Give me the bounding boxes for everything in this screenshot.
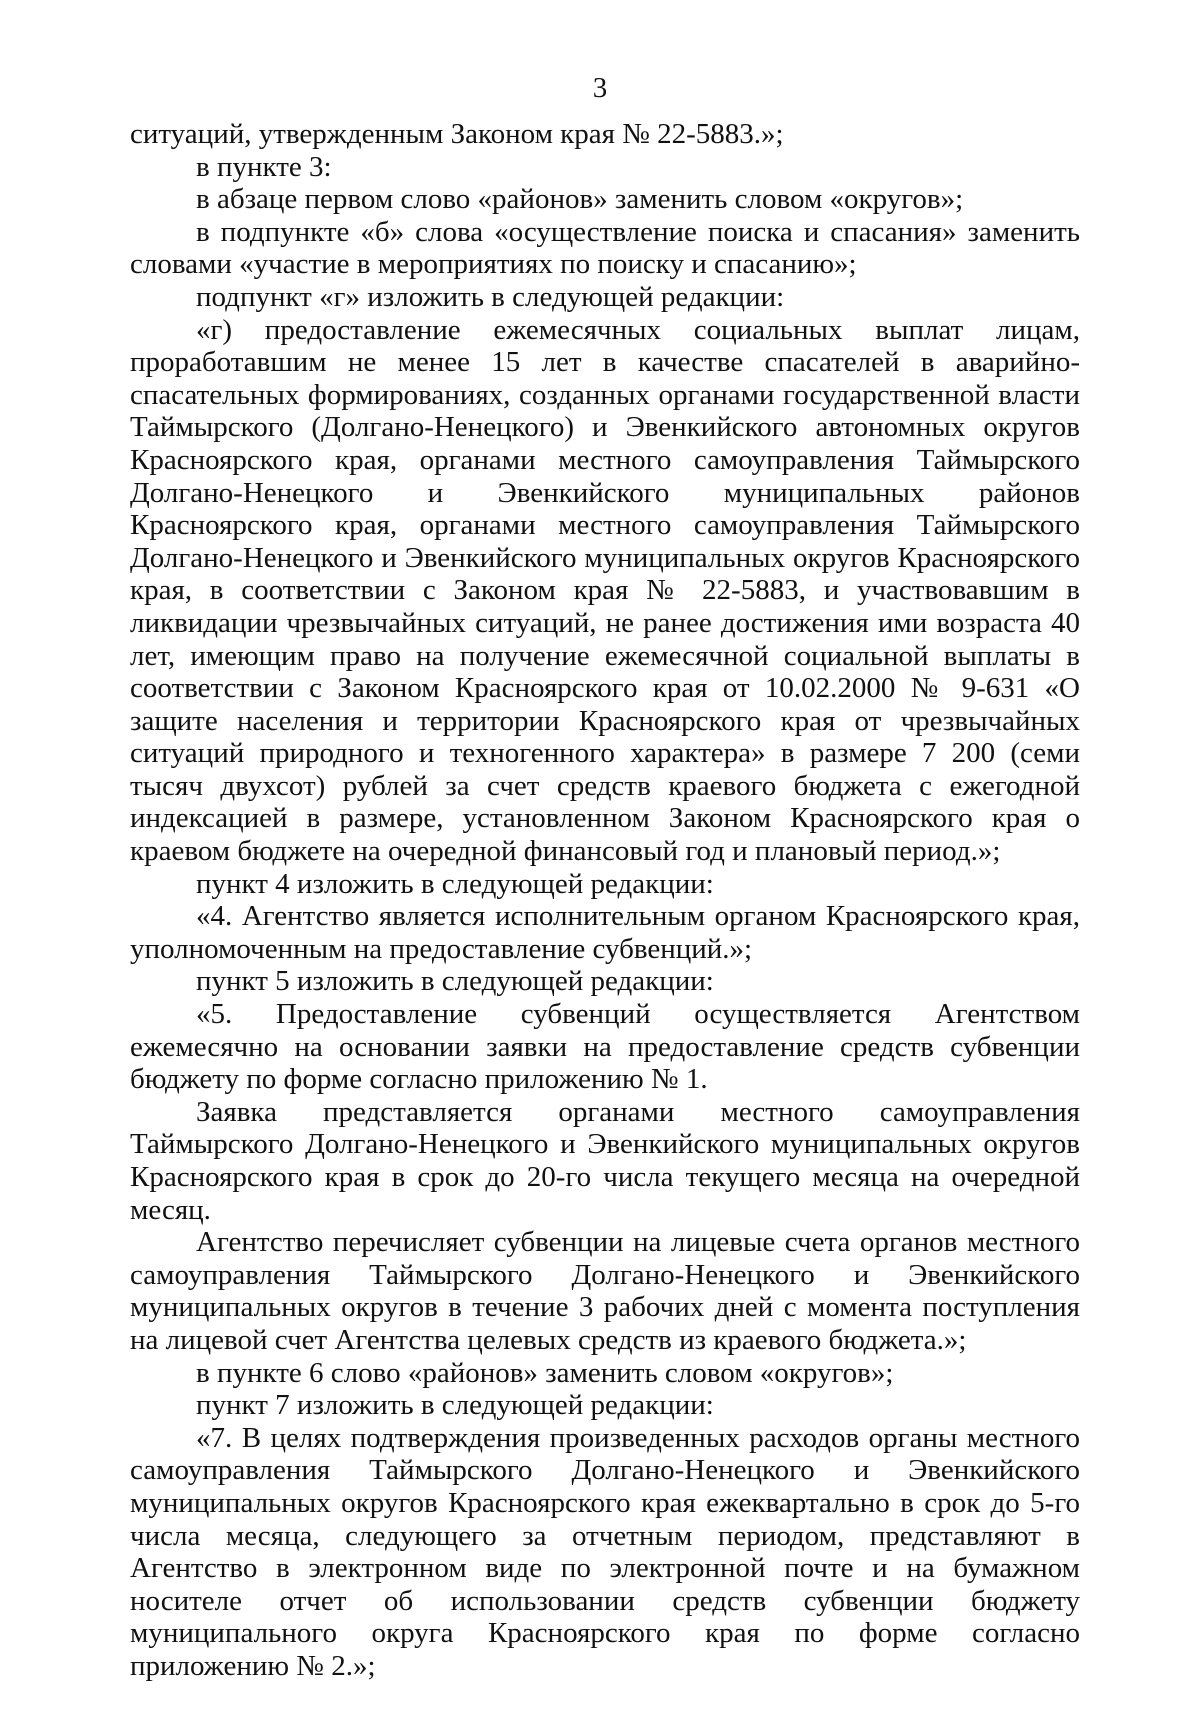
paragraph: Заявка представляется органами местного самоуправления Таймырского Долгано-Ненецкого и Эвенкийского муниципальных округов Красноярского края в срок до 20-го числа текущего месяца на очередной месяц. xyxy=(130,1095,1080,1226)
paragraph: в абзаце первом слово «районов» заменить словом «округов»; xyxy=(196,183,964,216)
paragraph: пункт 7 изложить в следующей редакции: xyxy=(196,1389,714,1422)
paragraph: подпункт «г» изложить в следующей редакции: xyxy=(196,280,785,313)
paragraph: ситуаций, утвержденным Законом края № 22-5883.»; xyxy=(130,118,784,150)
document-body xyxy=(130,118,1080,1683)
page-number: 3 xyxy=(592,72,608,104)
paragraph: пункт 4 изложить в следующей редакции: xyxy=(196,867,714,900)
paragraph: в пункте 6 слово «районов» заменить словом «округов»; xyxy=(196,1356,894,1389)
paragraph: Агентство перечисляет субвенции на лицевые счета органов местного самоуправления Таймырского Долгано-Ненецкого и Эвенкийского муниципальных округов в течение 3 рабочих дней с момента поступления на лицевой счет Агентства целевых средств из краевого бюджета.»; xyxy=(130,1226,1080,1356)
paragraph: в пункте 3: xyxy=(196,150,332,183)
paragraph: «4. Агентство является исполнительным органом Красноярского края, уполномоченным на предоставление субвенций.»; xyxy=(130,900,1080,965)
paragraph: «г) предоставление ежемесячных социальных выплат лицам, проработавшим не менее 15 лет в качестве спасателей в аварийно-спасательных формированиях, созданных органами государственной власти Таймырского (Долгано-Ненецкого) и Эвенкийского автономных округов Красноярского края, органами местного самоуправления Таймырского Долгано-Ненецкого и Эвенкийского муниципальных районов Красноярского края, органами местного самоуправления Таймырского Долгано-Ненецкого и Эвенкийского муниципальных округов Красноярского края, в соответствии с Законом края № 22-5883, и участвовавшим в ликвидации чрезвычайных ситуаций, не ранее достижения ими возраста 40 лет, имеющим право на получение ежемесячной социальной выплаты в соответствии с Законом Красноярского края от 10.02.2000 № 9-631 «О защите населения и территории Красноярского края от чрезвычайных ситуаций природного и техногенного характера» в размере 7 200 (семи тысяч двухсот) рублей за счет средств краевого бюджета с ежегодной индексацией в размере, установленном Законом Красноярского края о краевом бюджете на очередной финансовый год и плановый период.»; xyxy=(130,313,1080,868)
paragraph: пункт 5 изложить в следующей редакции: xyxy=(196,965,714,998)
paragraph: «5. Предоставление субвенций осуществляется Агентством ежемесячно на основании заявки на предоставление средств субвенции бюджету по форме согласно приложению № 1. xyxy=(130,998,1080,1096)
paragraph: «7. В целях подтверждения произведенных расходов органы местного самоуправления Таймырского Долгано-Ненецкого и Эвенкийского муниципальных округов Красноярского края ежеквартально в срок до 5-го числа месяца, следующего за отчетным периодом, представляют в Агентство в электронном виде по электронной почте и на бумажном носителе отчет об использовании средств субвенции бюджету муниципального округа Красноярского края по форме согласно приложению № 2.»; xyxy=(130,1421,1080,1682)
paragraph: в подпункте «б» слова «осуществление поиска и спасания» заменить словами «участие в мероприятиях по поиску и спасанию»; xyxy=(130,215,1080,281)
